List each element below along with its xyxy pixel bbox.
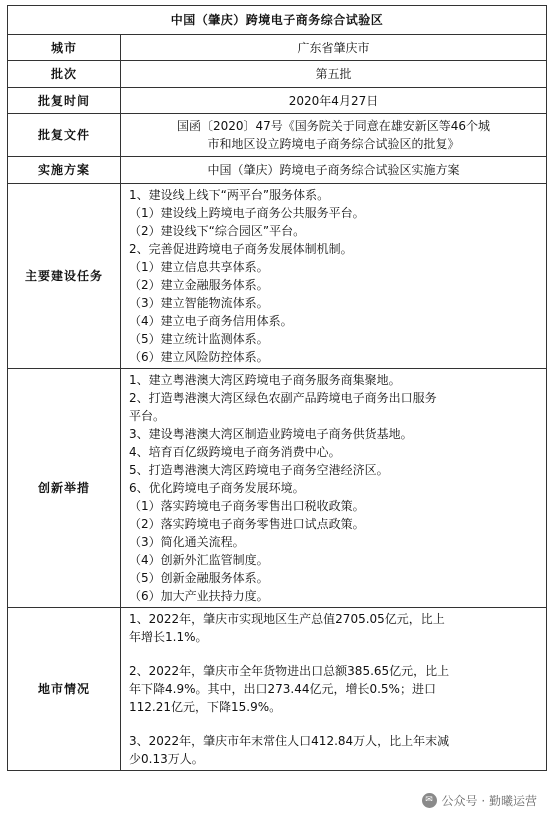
wechat-icon: ✉ <box>422 793 437 808</box>
list-item: （1）建设线上跨境电子商务公共服务平台。 <box>129 206 365 220</box>
approval-date-value: 2020年4月27日 <box>121 88 547 114</box>
local-situation-content <box>121 608 547 771</box>
info-table <box>7 5 547 771</box>
approval-doc-line: 国函〔2020〕47号《国务院关于同意在雄安新区等46个城 <box>176 119 491 133</box>
list-item: 平台。 <box>129 409 166 423</box>
approval-doc-line: 市和地区设立跨境电子商务综合试验区的批复》 <box>207 137 460 151</box>
paragraph-line: 年下降4.9%。其中，出口273.44亿元，增长0.5%；进口 <box>129 682 436 696</box>
local-situation-row <box>8 608 547 771</box>
local-situation-label: 地市情况 <box>8 608 121 771</box>
list-item: （5）创新金融服务体系。 <box>129 571 269 585</box>
batch-row <box>8 61 547 88</box>
list-item: （6）加大产业扶持力度。 <box>129 589 269 603</box>
list-item: 2、完善促进跨境电子商务发展体制机制。 <box>129 242 353 256</box>
innovation-row <box>8 369 547 608</box>
list-item: 2、打造粤港澳大湾区绿色农副产品跨境电子商务出口服务 <box>129 391 437 405</box>
paragraph-line: 3、2022年，肇庆市年末常住人口412.84万人，比上年末减 <box>129 734 450 748</box>
main-tasks-content <box>121 184 547 369</box>
list-item: （3）简化通关流程。 <box>129 535 245 549</box>
paragraph-line: 少0.13万人。 <box>129 752 204 766</box>
approval-doc-label: 批复文件 <box>8 114 121 157</box>
paragraph-line: 112.21亿元，下降15.9%。 <box>129 700 282 714</box>
list-item: 1、建立粤港澳大湾区跨境电子商务服务商集聚地。 <box>129 373 401 387</box>
approval-doc-value <box>121 114 547 157</box>
paragraph-line: 1、2022年，肇庆市实现地区生产总值2705.05亿元，比上 <box>129 612 445 626</box>
list-item: （4）建立电子商务信用体系。 <box>129 314 293 328</box>
city-label: 城市 <box>8 35 121 61</box>
table-title: 中国（肇庆）跨境电子商务综合试验区 <box>8 6 547 35</box>
plan-row <box>8 157 547 184</box>
list-item: 5、打造粤港澳大湾区跨境电子商务空港经济区。 <box>129 463 389 477</box>
list-item: 3、建设粤港澳大湾区制造业跨境电子商务供货基地。 <box>129 427 413 441</box>
list-item: （2）建立金融服务体系。 <box>129 278 269 292</box>
city-row <box>8 35 547 61</box>
plan-value: 中国（肇庆）跨境电子商务综合试验区实施方案 <box>121 157 547 184</box>
approval-doc-row <box>8 114 547 157</box>
list-item: （3）建立智能物流体系。 <box>129 296 269 310</box>
list-item: （6）建立风险防控体系。 <box>129 350 269 364</box>
list-item: 6、优化跨境电子商务发展环境。 <box>129 481 305 495</box>
paragraph-line: 年增长1.1%。 <box>129 630 208 644</box>
batch-value: 第五批 <box>121 61 547 88</box>
title-row <box>8 6 547 35</box>
list-item: 1、建设线上线下“两平台”服务体系。 <box>129 188 330 202</box>
watermark <box>418 790 541 811</box>
paragraph-gap <box>129 716 540 732</box>
paragraph-line: 2、2022年，肇庆市全年货物进出口总额385.65亿元，比上 <box>129 664 450 678</box>
approval-date-label: 批复时间 <box>8 88 121 114</box>
approval-date-row <box>8 88 547 114</box>
list-item: （2）落实跨境电子商务零售进口试点政策。 <box>129 517 365 531</box>
innovation-content <box>121 369 547 608</box>
list-item: 4、培育百亿级跨境电子商务消费中心。 <box>129 445 341 459</box>
paragraph-gap <box>129 646 540 662</box>
city-value: 广东省肇庆市 <box>121 35 547 61</box>
main-tasks-label: 主要建设任务 <box>8 184 121 369</box>
list-item: （1）落实跨境电子商务零售出口税收政策。 <box>129 499 365 513</box>
list-item: （5）建立统计监测体系。 <box>129 332 269 346</box>
list-item: （2）建设线下“综合园区”平台。 <box>129 224 306 238</box>
list-item: （1）建立信息共享体系。 <box>129 260 269 274</box>
plan-label: 实施方案 <box>8 157 121 184</box>
batch-label: 批次 <box>8 61 121 88</box>
watermark-text: 公众号 · 勤曦运营 <box>441 794 537 808</box>
list-item: （4）创新外汇监管制度。 <box>129 553 269 567</box>
innovation-label: 创新举措 <box>8 369 121 608</box>
main-tasks-row <box>8 184 547 369</box>
